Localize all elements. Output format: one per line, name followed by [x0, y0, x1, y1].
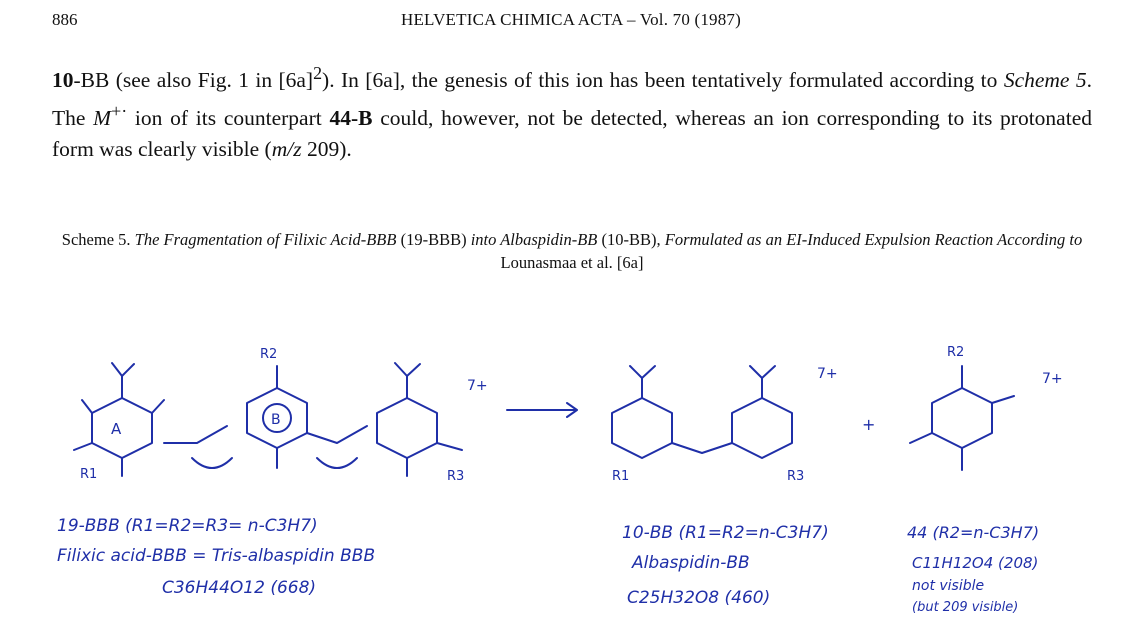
ring-a-structure: [74, 363, 164, 482]
reaction-scheme: [52, 318, 1112, 628]
r1-label: R1: [80, 467, 98, 482]
running-header: [52, 10, 1090, 34]
r2-label: R2: [260, 347, 278, 362]
svg-text:not visible: not visible: [912, 578, 985, 594]
compound-ref: 10: [52, 68, 74, 93]
footnote-mark: 2: [313, 63, 323, 83]
svg-text:Filixic acid-BBB = Tris-albasp: Filixic acid-BBB = Tris-albaspidin BBB: [57, 546, 376, 566]
scheme-caption: Scheme 5. The Fragmentation of Filixic Acid-BBB (19-BBB) into Albaspidin-BB (10-BB), Formulated as an EI-Induced Expulsion Reaction According to Lounasmaa et al. [6a]: [61, 230, 1083, 272]
scheme-ref: Scheme 5: [1003, 68, 1087, 93]
right-notes: [907, 523, 1039, 615]
charge-left: 7+: [467, 378, 488, 394]
journal-title: HELVETICA CHIMICA ACTA – Vol. 70 (1987): [400, 10, 741, 29]
svg-text:44 (R2=n-C3H7): 44 (R2=n-C3H7): [907, 523, 1040, 542]
ring-b-structure: [247, 347, 307, 468]
plus-sign: +: [862, 415, 876, 434]
svg-text:C25H32O8 (460): C25H32O8 (460): [627, 588, 771, 608]
middle-notes: [622, 523, 829, 608]
body-paragraph: 10-BB (see also Fig. 1 in $[6a]^2$). In [6a], the genesis of this ion has been tentatively formulated according to Scheme 5. The M+· ion of its counterpart 44-B could, however, not be detected, whereas an ion corresponding to its protonated form was clearly visible (m/z 209).: [52, 63, 1092, 162]
electron-arrow: [192, 458, 232, 468]
ring-b-label: B: [271, 412, 281, 428]
page-number: 886: [52, 10, 78, 29]
ring-c-structure: [377, 363, 464, 484]
mid-r3-label: R3: [787, 469, 805, 484]
right-r2-label: R2: [947, 345, 965, 360]
charge-right: 7+: [1042, 371, 1063, 387]
charge-middle: 7+: [817, 366, 838, 382]
left-notes: [57, 516, 375, 598]
svg-text:19-BBB (R1=R2=R3= n-C3H7): 19-BBB (R1=R2=R3= n-C3H7): [57, 516, 318, 536]
albaspidin-structure: [612, 366, 804, 484]
svg-text:C11H12O4 (208): C11H12O4 (208): [912, 554, 1039, 572]
svg-text:Albaspidin-BB: Albaspidin-BB: [632, 553, 750, 573]
mz-symbol: m/z: [271, 137, 302, 162]
reaction-arrow: [507, 403, 577, 417]
compound-44-structure: [910, 345, 1014, 470]
mid-r1-label: R1: [612, 469, 630, 484]
svg-text:(but 209 visible): (but 209 visible): [912, 600, 1019, 615]
r3-label: R3: [447, 469, 465, 484]
svg-text:C36H44O12 (668): C36H44O12 (668): [162, 578, 317, 598]
ion-symbol: M: [93, 106, 112, 131]
ring-a-label: A: [111, 420, 122, 438]
counterpart-ref: 44-B: [329, 106, 373, 131]
svg-text:10-BB (R1=R2=n-C3H7): 10-BB (R1=R2=n-C3H7): [622, 523, 829, 543]
